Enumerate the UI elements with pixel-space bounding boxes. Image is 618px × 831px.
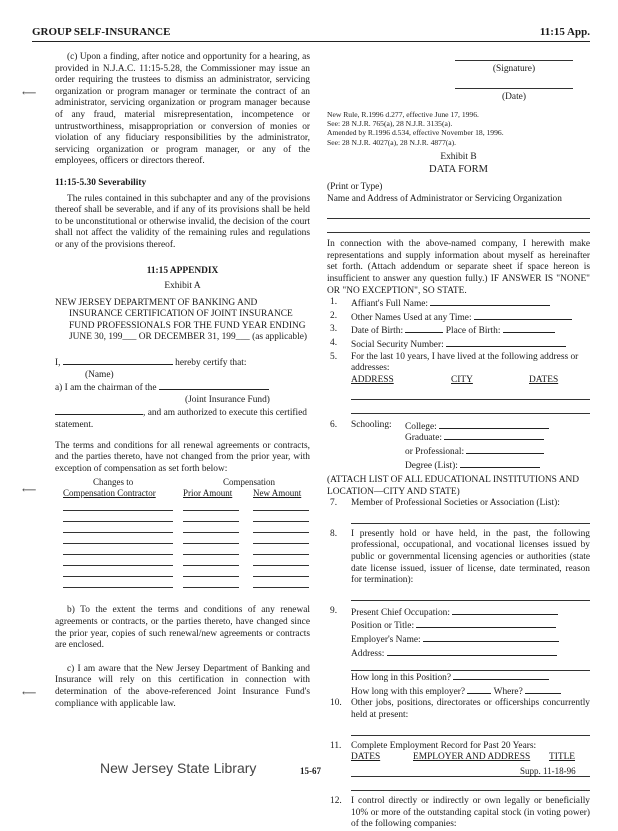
connection-text: In connection with the above-named company, I herewith make representations and supply information about myself as hereinafter set forth. (Attach addendum or separate sheet if space hereon is insufficient to answer any question fully.) IF ANSWER IS "NONE" OR "NO EXCEPTION", SO STATE. bbox=[327, 239, 590, 296]
item-8: 8. I presently hold or have held, in the past, the following professional, occupational, and vocational licenses issued by public or governmental licensing agencies or authorities (state date license issued, issuer of license, date terminated, reason for termination): bbox=[327, 529, 590, 601]
terms-text: The terms and conditions for all renewal agreements or contracts, and the parties thereto, have not changed from the prior year, with exception of compensation as set forth below: bbox=[55, 440, 310, 474]
org-field[interactable] bbox=[327, 223, 590, 233]
item-10: 10. Other jobs, positions, directorates or officerships concurrently held at present: bbox=[327, 698, 590, 735]
item-12: 12. I control directly or indirectly or own legally or beneficially 10% or more of the outstanding capital stock (in voting power) of the following companies: bbox=[330, 796, 590, 830]
section-heading: 11:15-5.30 Severability bbox=[55, 177, 147, 188]
library-stamp: New Jersey State Library bbox=[100, 760, 257, 776]
certification-title: NEW JERSEY DEPARTMENT OF BANKING AND INSURANCE CERTIFICATION OF JOINT INSURANCE FUND PROFESSIONALS FOR THE FUND YEAR ENDING JUNE 30, 199___ OR DECEMBER 31, 199___ (as applicable) bbox=[55, 297, 307, 343]
licenses-field[interactable] bbox=[351, 591, 590, 601]
compensation-cell[interactable] bbox=[63, 534, 173, 544]
compensation-cell[interactable] bbox=[253, 512, 309, 522]
compensation-cell[interactable] bbox=[253, 523, 309, 533]
compensation-cell[interactable] bbox=[63, 512, 173, 522]
signature-block bbox=[327, 52, 590, 104]
left-column bbox=[55, 52, 310, 710]
compensation-cell[interactable] bbox=[183, 545, 239, 555]
other-jobs-field[interactable] bbox=[351, 726, 590, 736]
address-field[interactable] bbox=[351, 404, 590, 414]
item-9: 9. Present Chief Occupation: Position or Title: Employer's Name: Address: How long in this Position? How long with this employer? Where? bbox=[327, 606, 590, 699]
compensation-cell[interactable] bbox=[183, 578, 239, 588]
employer-field[interactable] bbox=[423, 633, 559, 642]
item-6: 6. Schooling: College: Graduate: or Professional: Degree (List): bbox=[327, 420, 590, 472]
paragraph-c-aware: c) I am aware that the New Jersey Department of Banking and Insurance will rely on this certification in connection with determination of the above-referenced Joint Insurance Fund's compliance with applicable law. bbox=[55, 663, 310, 709]
data-form-title: DATA FORM bbox=[429, 164, 488, 176]
compensation-row bbox=[55, 501, 310, 512]
employer-address-field[interactable] bbox=[351, 661, 590, 671]
compensation-cell[interactable] bbox=[183, 512, 239, 522]
compensation-cell[interactable] bbox=[63, 523, 173, 533]
exhibit-a-title: Exhibit A bbox=[164, 281, 201, 292]
supplement-date: Supp. 11-18-96 bbox=[520, 766, 576, 776]
org-field[interactable] bbox=[327, 209, 590, 219]
item-3: 3. Date of Birth: Place of Birth: bbox=[327, 324, 590, 338]
header-rule bbox=[32, 41, 590, 42]
compensation-row bbox=[55, 578, 310, 589]
compensation-cell[interactable] bbox=[63, 501, 173, 511]
margin-arrow-mark: ⟵ bbox=[22, 485, 37, 496]
occupation-field[interactable] bbox=[452, 606, 558, 615]
item-5: 5. For the last 10 years, I have lived at the following address or addresses: ADDRESS CITY DATES bbox=[327, 352, 590, 414]
degree-field[interactable] bbox=[460, 459, 540, 468]
birth-date-field[interactable] bbox=[405, 324, 443, 333]
position-field[interactable] bbox=[416, 619, 556, 628]
compensation-table-header: Changes to Compensation Compensation Contractor Prior Amount New Amount bbox=[63, 477, 302, 499]
item-2: 2. Other Names Used at any Time: bbox=[327, 311, 590, 325]
name-field[interactable] bbox=[63, 356, 173, 365]
attach-note: (ATTACH LIST OF ALL EDUCATIONAL INSTITUTIONS AND LOCATION—CITY AND STATE) bbox=[327, 475, 580, 497]
compensation-row bbox=[55, 556, 310, 567]
paragraph-b: b) To the extent the terms and conditions of any renewal agreements or contracts, or the parties thereto, have changed since the prior year, copies of such renewal/new agreements or contracts are enclosed. bbox=[55, 605, 310, 651]
employment-field[interactable] bbox=[351, 781, 590, 791]
ssn-field[interactable] bbox=[446, 338, 566, 347]
item-7: 7. Member of Professional Societies or Association (List): bbox=[327, 498, 590, 524]
employer-address-field[interactable] bbox=[387, 647, 557, 656]
compensation-cell[interactable] bbox=[183, 534, 239, 544]
chairman-line: a) I am the chairman of the bbox=[55, 381, 310, 395]
page-number: 15-67 bbox=[300, 766, 321, 776]
date-line[interactable] bbox=[455, 88, 573, 89]
full-name-field[interactable] bbox=[430, 297, 550, 306]
employer-duration-field[interactable] bbox=[467, 685, 491, 694]
item-11: 11. Complete Employment Record for Past 20 Years: DATES EMPLOYER AND ADDRESS TITLE bbox=[327, 741, 590, 792]
paragraph-c: (c) Upon a finding, after notice and opportunity for a hearing, as provided in N.J.A.C. 11:15-5.28, the Commissioner may issue an order requiring the trustees to dismiss an administrator, servicing organization or program manager or terminate the contract of an administrator, servicing organization or program manager because of any fraud, material misrepresentation, incompetence or untrustworthiness, misappropriation or conversion of monies or violation of any fiduciary responsibilities by the administrator, servicing organization or program manager, or any of the employees, officers or directors thereof. bbox=[55, 52, 310, 167]
address-field[interactable] bbox=[351, 390, 590, 400]
right-column bbox=[327, 52, 590, 831]
margin-arrow-mark: ⟵ bbox=[22, 688, 37, 699]
fund-field[interactable] bbox=[159, 381, 269, 390]
compensation-row bbox=[55, 534, 310, 545]
item-4: 4. Social Security Number: bbox=[327, 338, 590, 352]
societies-field[interactable] bbox=[351, 514, 590, 524]
compensation-cell[interactable] bbox=[183, 501, 239, 511]
compensation-cell[interactable] bbox=[183, 567, 239, 577]
compensation-cell[interactable] bbox=[253, 545, 309, 555]
compensation-cell[interactable] bbox=[183, 556, 239, 566]
fund-continuation-field[interactable] bbox=[55, 406, 143, 415]
appendix-heading: 11:15 APPENDIX bbox=[146, 265, 219, 276]
compensation-rows bbox=[55, 501, 310, 589]
compensation-cell[interactable] bbox=[253, 578, 309, 588]
signature-caption: (Signature) bbox=[492, 64, 536, 74]
severability-text: The rules contained in this subchapter and any of the provisions thereof shall be severable, and if any of its provisions shall be held to be unconstitutional or otherwise invalid, the decision of the court shall not affect the validity of the remaining rules and regulations or any of the provisions thereof. bbox=[55, 193, 310, 250]
compensation-cell[interactable] bbox=[253, 556, 309, 566]
margin-arrow-mark: ⟵ bbox=[22, 88, 37, 99]
date-caption: (Date) bbox=[502, 92, 526, 102]
exhibit-b-title: Exhibit B bbox=[440, 151, 477, 162]
compensation-cell[interactable] bbox=[63, 545, 173, 555]
other-names-field[interactable] bbox=[474, 311, 572, 320]
compensation-cell[interactable] bbox=[63, 556, 173, 566]
print-type-note: (Print or Type) bbox=[327, 182, 383, 192]
compensation-cell[interactable] bbox=[183, 523, 239, 533]
compensation-cell[interactable] bbox=[253, 534, 309, 544]
compensation-row bbox=[55, 545, 310, 556]
name-address-label: Name and Address of Administrator or Servicing Organization bbox=[327, 193, 562, 204]
college-field[interactable] bbox=[439, 420, 549, 429]
position-duration-field[interactable] bbox=[453, 671, 549, 680]
rule-history: New Rule, R.1996 d.277, effective June 17, 1996. See: 28 N.J.R. 765(a), 28 N.J.R. 3135(a). Amended by R.1996 d.534, effective November 18, 1996. See: 28 N.J.R. 4027(a), 28 N.J.R. 4877(a). bbox=[327, 110, 504, 147]
item-1: 1. Affiant's Full Name: bbox=[327, 297, 590, 311]
fund-caption: (Joint Insurance Fund) bbox=[185, 394, 270, 405]
header-section: 11:15 App. bbox=[539, 26, 590, 38]
compensation-cell[interactable] bbox=[253, 567, 309, 577]
professional-field[interactable] bbox=[466, 445, 544, 454]
signature-line[interactable] bbox=[455, 60, 573, 61]
certify-line: I, hereby certify that: bbox=[55, 358, 247, 369]
name-caption: (Name) bbox=[85, 369, 114, 380]
header-title: GROUP SELF-INSURANCE bbox=[32, 26, 171, 38]
compensation-cell[interactable] bbox=[63, 567, 173, 577]
compensation-row bbox=[55, 567, 310, 578]
compensation-cell[interactable] bbox=[63, 578, 173, 588]
compensation-row bbox=[55, 523, 310, 534]
compensation-row bbox=[55, 512, 310, 523]
birth-place-field[interactable] bbox=[503, 324, 555, 333]
authorized-line: , and am authorized to execute this certified statement. bbox=[55, 408, 307, 431]
compensation-cell[interactable] bbox=[253, 501, 309, 511]
where-field[interactable] bbox=[525, 685, 561, 694]
